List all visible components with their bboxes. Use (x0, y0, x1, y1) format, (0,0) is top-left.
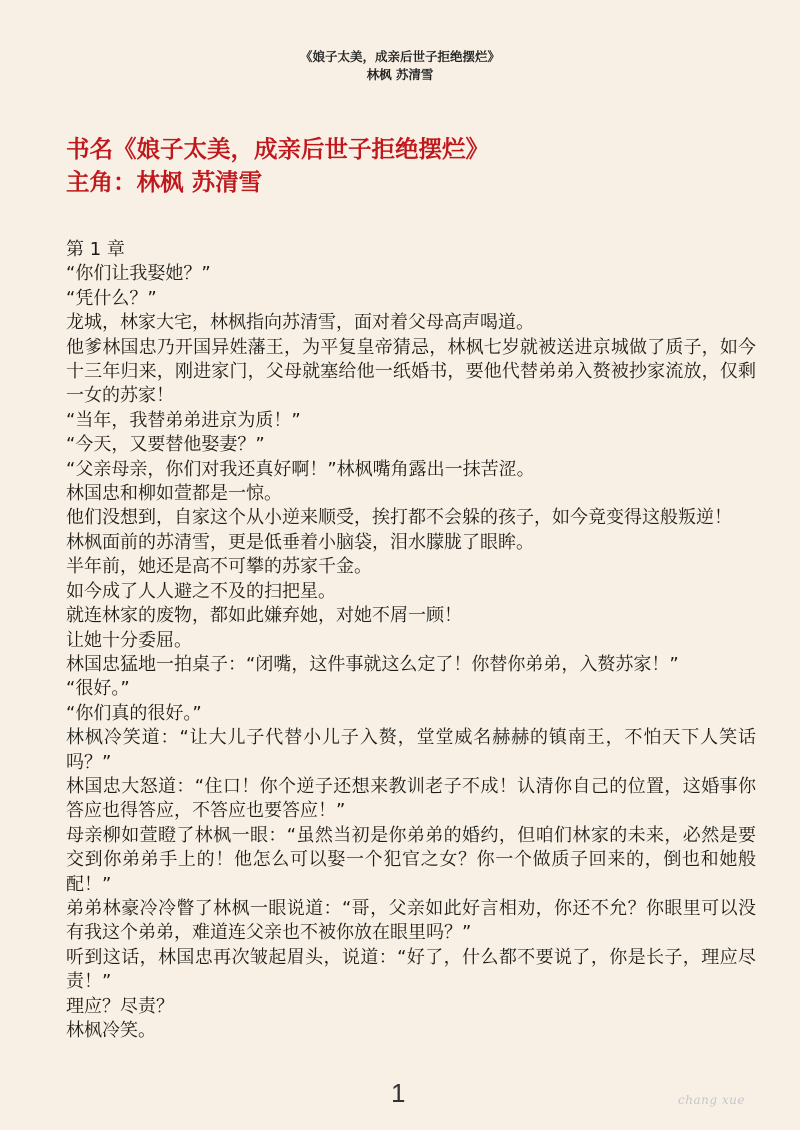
paragraph: “你们真的很好。” (66, 702, 202, 724)
paragraph: “凭什么？” (66, 287, 157, 309)
page-number: 1 (391, 1078, 406, 1108)
paragraph: 林国忠猛地一拍桌子：“闭嘴，这件事就这么定了！你替你弟弟，入赘苏家！” (66, 653, 679, 675)
paragraph: “今天，又要替他娶妻？” (66, 434, 265, 456)
paragraph: 理应？尽责？ (66, 995, 174, 1017)
paragraph: 听到这话，林国忠再次皱起眉头，说道：“好了，什么都不要说了，你是长子，理应尽责！” (66, 946, 756, 993)
paragraph: “父亲母亲，你们对我还真好啊！”林枫嘴角露出一抹苦涩。 (66, 458, 535, 480)
paragraph: 他爹林国忠乃开国异姓藩王，为平复皇帝猜忌，林枫七岁就被送进京城做了质子，如今十三年归来，刚进家门，父母就塞给他一纸婚书，要他代替弟弟入赘被抄家流放，仅剩一女的苏家！ (66, 336, 756, 407)
book-name-line: 书名《娘子太美，成亲后世子拒绝摆烂》 (66, 135, 489, 163)
paragraph: 龙城，林家大宅，林枫指向苏清雪，面对着父母高声喝道。 (66, 312, 534, 334)
running-header (0, 48, 800, 84)
paragraph: “你们让我娶她？” (66, 263, 211, 285)
title-block (66, 133, 489, 199)
paragraph: 母亲柳如萱瞪了林枫一眼：“虽然当初是你弟弟的婚约，但咱们林家的未来，必然是要交到你弟弟手上的！他怎么可以娶一个犯官之女？你一个做质子回来的，倒也和她般配！” (66, 824, 756, 895)
header-protagonists: 林枫 苏清雪 (366, 67, 434, 82)
paragraph: 弟弟林豪冷冷瞥了林枫一眼说道：“哥，父亲如此好言相劝，你还不允？你眼里可以没有我这个弟弟，难道连父亲也不被你放在眼里吗？” (66, 897, 756, 944)
paragraph: 林枫冷笑道：“让大儿子代替小儿子入赘，堂堂威名赫赫的镇南王，不怕天下人笑话吗？” (66, 727, 756, 773)
paragraph: 林枫冷笑。 (66, 1020, 156, 1041)
paragraph: 他们没想到，自家这个从小逆来顺受，挨打都不会躲的孩子，如今竟变得这般叛逆！ (66, 507, 732, 529)
watermark: chang xue (678, 1093, 745, 1107)
paragraph: 半年前，她还是高不可攀的苏家千金。 (66, 556, 372, 578)
paragraph: “当年，我替弟弟进京为质！” (66, 409, 301, 431)
paragraph: 就连林家的废物，都如此嫌弃她，对她不屑一顾！ (66, 605, 462, 627)
header-book-title: 《娘子太美，成亲后世子拒绝摆烂》 (299, 49, 500, 64)
protagonist-line: 主角：林枫 苏清雪 (66, 168, 263, 196)
paragraph: “很好。” (66, 678, 130, 700)
paragraph: 如今成了人人避之不及的扫把星。 (66, 580, 336, 602)
paragraph: 林国忠和柳如萱都是一惊。 (66, 483, 282, 505)
chapter-heading: 第 1 章 (66, 239, 125, 260)
chapter-body (66, 238, 756, 1043)
paragraph: 林国忠大怒道：“住口！你个逆子还想来教训老子不成！认清你自己的位置，这婚事你答应也得答应，不答应也要答应！” (66, 775, 756, 822)
paragraph: 让她十分委屈。 (66, 629, 192, 651)
paragraph: 林枫面前的苏清雪，更是低垂着小脑袋，泪水朦胧了眼眸。 (66, 531, 534, 553)
